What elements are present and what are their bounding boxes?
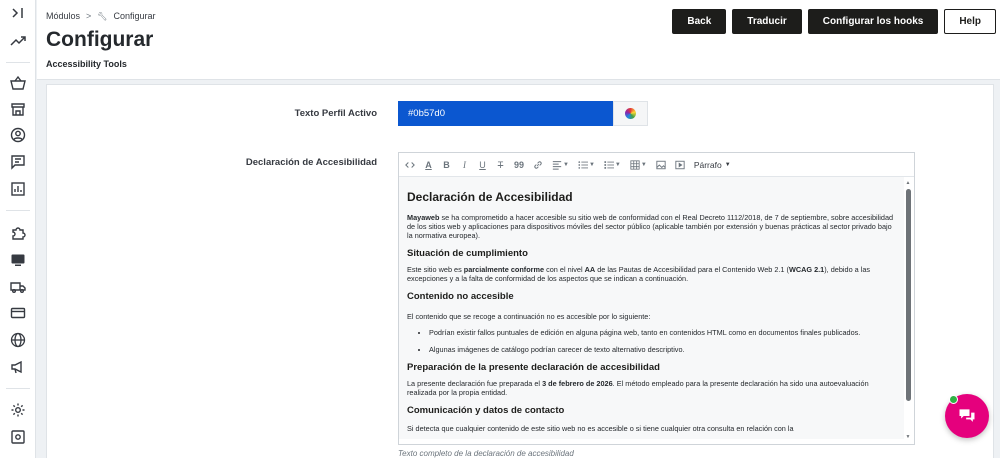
chevron-down-icon: ▼ bbox=[563, 161, 569, 168]
bold-text: WCAG 2.1 bbox=[788, 265, 825, 274]
customer-icon[interactable] bbox=[9, 126, 27, 144]
quote-icon[interactable]: 99 bbox=[514, 159, 525, 170]
breadcrumb bbox=[46, 11, 155, 21]
format-dropdown-label: Párrafo bbox=[693, 159, 722, 170]
source-code-icon[interactable] bbox=[405, 158, 415, 172]
globe-icon[interactable] bbox=[9, 331, 27, 349]
declaration-heading: Declaración de Accesibilidad bbox=[407, 190, 573, 204]
config-form-panel bbox=[46, 84, 994, 458]
chevron-right-icon: > bbox=[86, 11, 92, 21]
chevron-down-icon: ▼ bbox=[614, 161, 621, 168]
paragraph-text: se ha comprometido a hacer accesible su sitio web de conformidad con el Real Decreto 1112/2018, de 7 de septiembre, sobre accesibilidad de los sitios web y aplicaciones para dispositivos móviles del sector público (aplicable también por extensión y buenas prácticas al sector privado bajo la normativa europea). bbox=[407, 213, 894, 240]
numbered-list-dropdown[interactable] bbox=[604, 158, 621, 172]
color-wheel-icon bbox=[625, 108, 636, 119]
gear-icon[interactable] bbox=[9, 401, 27, 419]
section-heading: Preparación de la presente declaración de accesibilidad bbox=[407, 362, 660, 373]
online-status-dot bbox=[949, 395, 958, 404]
section-heading: Comunicación y datos de contacto bbox=[407, 405, 565, 416]
truck-icon[interactable] bbox=[9, 278, 27, 296]
editor-paragraph bbox=[407, 213, 896, 240]
editor-paragraph: Si detecta que cualquier contenido de este sitio web no es accesible o si tiene cualquier otra consulta en relación con la bbox=[407, 424, 794, 433]
paragraph-text: Este sitio web es bbox=[407, 265, 464, 274]
bold-text: AA bbox=[584, 265, 596, 274]
bold-icon[interactable]: B bbox=[443, 159, 450, 170]
editor-paragraph bbox=[407, 265, 896, 283]
list-item: • Podrían existir fallos puntuales de edición en alguna página web, tanto en contenidos HTML como en documentos finales publicados. bbox=[429, 328, 896, 337]
store-icon[interactable] bbox=[9, 100, 27, 118]
editor-content[interactable] bbox=[399, 177, 904, 439]
align-dropdown[interactable] bbox=[552, 158, 569, 172]
chat-icon bbox=[957, 406, 977, 426]
page-title: Configurar bbox=[46, 28, 154, 51]
editor-paragraph: El contenido que se recoge a continuación no es accesible por lo siguiente: bbox=[407, 312, 651, 321]
video-icon[interactable] bbox=[675, 158, 685, 172]
text-color-icon[interactable]: A bbox=[425, 159, 432, 170]
settings-box-icon[interactable] bbox=[9, 428, 27, 446]
bullet-list-dropdown[interactable] bbox=[578, 158, 595, 172]
scroll-up-icon[interactable]: ▲ bbox=[905, 180, 911, 186]
color-input[interactable]: #0b57d0 bbox=[398, 101, 613, 126]
paragraph-text: . El método empleado para la presente declaración ha sido una autoevaluación realizada por la propia entidad. bbox=[407, 379, 869, 397]
bold-text: parcialmente conforme bbox=[463, 265, 545, 274]
megaphone-icon[interactable] bbox=[9, 358, 27, 376]
puzzle-icon[interactable] bbox=[9, 224, 27, 242]
editor-scrollbar[interactable] bbox=[906, 189, 911, 401]
editor-list bbox=[429, 328, 896, 354]
page-subtitle: Accessibility Tools bbox=[46, 59, 127, 69]
image-icon[interactable] bbox=[656, 158, 666, 172]
section-heading: Situación de cumplimiento bbox=[407, 248, 528, 259]
company-name: Mayaweb bbox=[407, 213, 440, 222]
chevron-down-icon: ▼ bbox=[724, 161, 731, 168]
page-header bbox=[37, 0, 1000, 80]
monitor-icon[interactable] bbox=[9, 251, 27, 269]
back-button[interactable]: Back bbox=[672, 9, 726, 34]
wrench-icon: 🔧︎ bbox=[97, 11, 108, 21]
help-button[interactable]: Help bbox=[944, 9, 996, 34]
breadcrumb-modules-link[interactable]: Módulos bbox=[46, 11, 81, 21]
format-dropdown[interactable] bbox=[694, 158, 731, 172]
trending-icon[interactable] bbox=[9, 32, 27, 50]
header-toolbar bbox=[672, 9, 996, 34]
breadcrumb-current: Configurar bbox=[113, 11, 156, 21]
translate-button[interactable]: Traducir bbox=[732, 9, 801, 34]
editor-paragraph bbox=[407, 379, 896, 397]
color-field-label: Texto Perfil Activo bbox=[294, 108, 377, 119]
strikethrough-icon[interactable]: T bbox=[497, 159, 504, 170]
chevron-down-icon: ▼ bbox=[588, 161, 595, 168]
sidebar bbox=[0, 0, 36, 458]
color-picker-button[interactable] bbox=[613, 101, 648, 126]
stats-icon[interactable] bbox=[9, 180, 27, 198]
sidebar-divider bbox=[6, 62, 30, 63]
messages-icon[interactable] bbox=[9, 153, 27, 171]
link-icon[interactable] bbox=[533, 158, 543, 172]
section-heading: Contenido no accesible bbox=[407, 291, 514, 302]
paragraph-text: La presente declaración fue preparada el bbox=[407, 379, 543, 388]
sidebar-divider bbox=[6, 210, 30, 211]
chevron-down-icon: ▼ bbox=[640, 161, 647, 168]
table-dropdown[interactable] bbox=[630, 158, 647, 172]
rich-text-editor bbox=[398, 152, 915, 445]
card-icon[interactable] bbox=[9, 304, 27, 322]
paragraph-text: ), debido a las excepciones y a la falta de conformidad de los aspectos que se indican a continuación. bbox=[407, 265, 871, 283]
paragraph-text: de las Pautas de Accesibilidad para el Contenido Web 2.1 ( bbox=[595, 265, 789, 274]
bold-text: 3 de febrero de 2026 bbox=[542, 379, 613, 388]
declaration-help-text: Texto completo de la declaración de accesibilidad bbox=[398, 449, 574, 458]
basket-icon[interactable] bbox=[9, 74, 27, 92]
scroll-down-icon[interactable]: ▼ bbox=[905, 434, 911, 440]
collapse-icon[interactable] bbox=[9, 4, 27, 22]
declaration-field-label: Declaración de Accesibilidad bbox=[245, 157, 377, 168]
paragraph-text: con el nivel bbox=[544, 265, 585, 274]
italic-icon[interactable]: I bbox=[463, 159, 466, 170]
list-item: • Algunas imágenes de catálogo podrían carecer de texto alternativo descriptivo. bbox=[429, 345, 896, 354]
sidebar-divider bbox=[6, 388, 30, 389]
configure-hooks-button[interactable]: Configurar los hooks bbox=[808, 9, 939, 34]
underline-icon[interactable]: U bbox=[479, 159, 486, 170]
editor-toolbar bbox=[399, 153, 914, 177]
